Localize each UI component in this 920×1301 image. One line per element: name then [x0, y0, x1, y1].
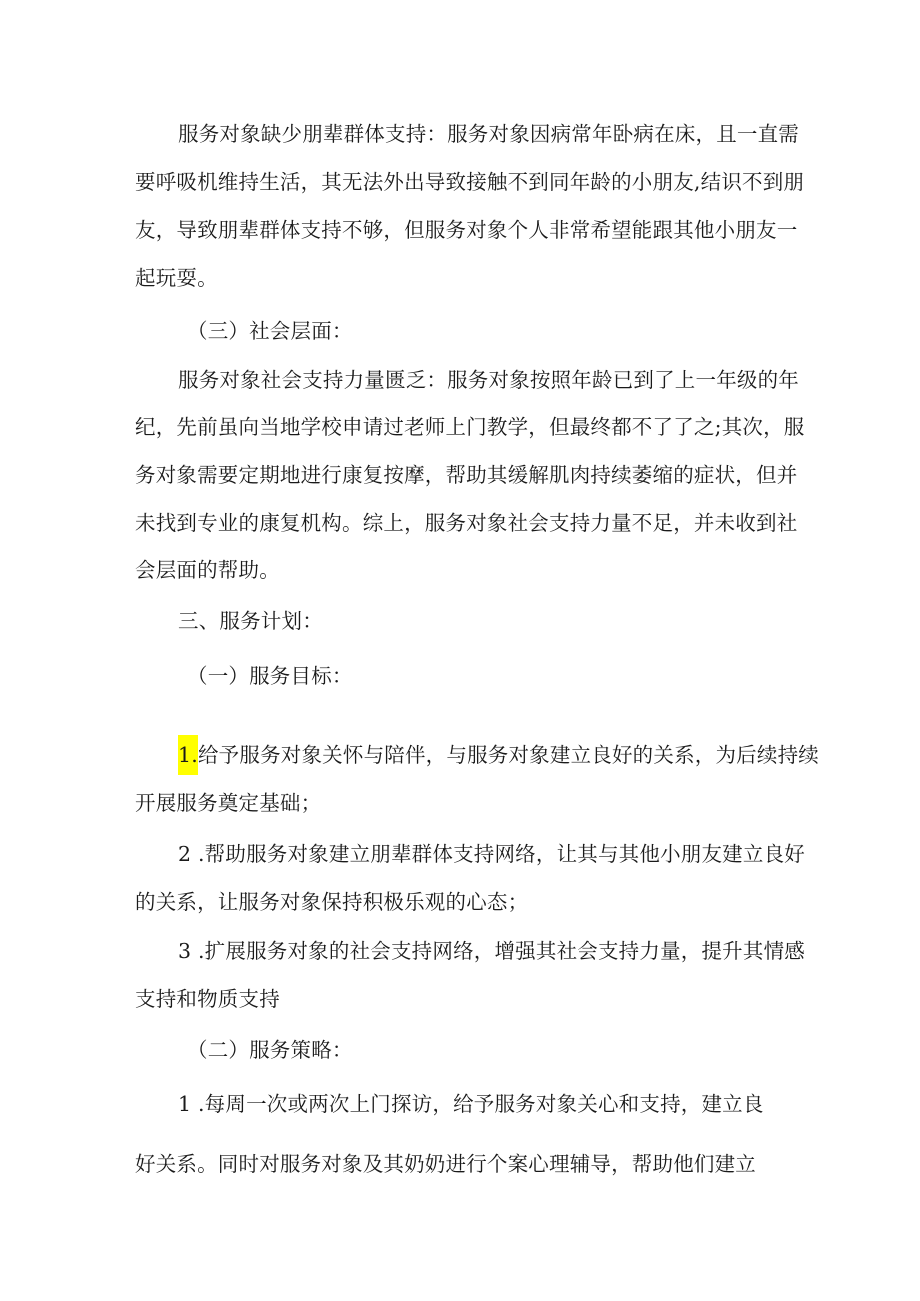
- paragraph-line: 要呼吸机维持生活，其无法外出导致接触不到同年龄的小朋友,结识不到朋: [135, 170, 805, 194]
- paragraph-line: 的关系，让服务对象保持积极乐观的心态；: [135, 890, 529, 914]
- section-heading: 三、服务计划：: [178, 609, 323, 633]
- list-item-strategy-1: 1 .每周一次或两次上门探访，给予服务对象关心和支持，建立良: [178, 1092, 764, 1116]
- list-item-goal-1: [178, 741, 819, 775]
- paragraph-line: 服务对象缺少朋辈群体支持：服务对象因病常年卧病在床，且一直需: [178, 122, 799, 146]
- subsection-heading: （一）服务目标：: [187, 664, 353, 688]
- paragraph-line: 务对象需要定期地进行康复按摩，帮助其缓解肌肉持续萎缩的症状，但并: [135, 463, 798, 487]
- paragraph-line: 开展服务奠定基础；: [135, 791, 322, 815]
- paragraph-line: 纪，先前虽向当地学校申请过老师上门教学，但最终都不了了之;其次，服: [135, 415, 805, 439]
- paragraph-line: 服务对象社会支持力量匮乏：服务对象按照年龄已到了上一年级的年: [178, 368, 799, 392]
- paragraph-line: 好关系。同时对服务对象及其奶奶进行个案心理辅导，帮助他们建立: [135, 1152, 756, 1176]
- highlighted-number: 1.: [178, 735, 198, 775]
- section-heading: （三）社会层面：: [187, 319, 353, 343]
- list-item-text: 给予服务对象关怀与陪伴，与服务对象建立良好的关系，为后续持续: [197, 743, 819, 767]
- list-item-goal-2: 2 .帮助服务对象建立朋辈群体支持网络，让其与其他小朋友建立良好: [178, 842, 805, 866]
- paragraph-line: 支持和物质支持: [135, 987, 280, 1011]
- list-item-goal-3: 3 .扩展服务对象的社会支持网络，增强其社会支持力量，提升其情感: [178, 939, 805, 963]
- paragraph-line: 友，导致朋辈群体支持不够，但服务对象个人非常希望能跟其他小朋友一: [135, 218, 798, 242]
- paragraph-line: 未找到专业的康复机构。综上，服务对象社会支持力量不足，并未收到社: [135, 511, 798, 535]
- subsection-heading: （二）服务策略：: [187, 1038, 353, 1062]
- paragraph-line: 会层面的帮助。: [135, 558, 280, 582]
- paragraph-line: 起玩耍。: [135, 266, 218, 290]
